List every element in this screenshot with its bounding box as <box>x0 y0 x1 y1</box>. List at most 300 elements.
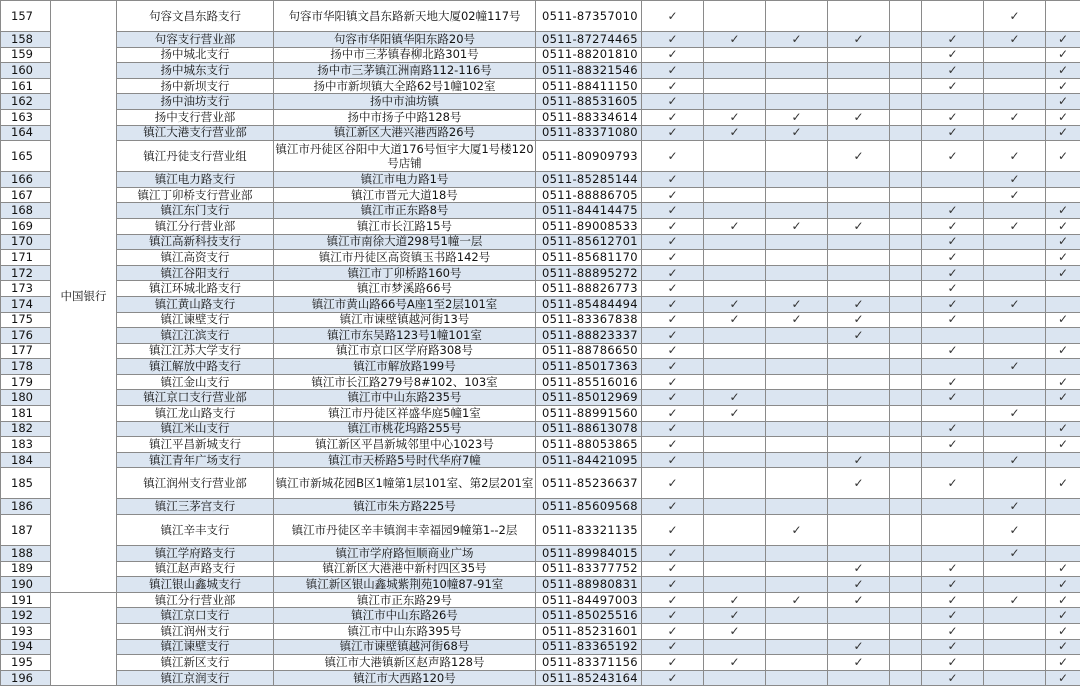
row-number-cell: 189 <box>1 561 51 577</box>
check-mark-icon: ✓ <box>1057 608 1069 623</box>
row-number-cell: 185 <box>1 468 51 499</box>
branch-name-cell: 扬中支行营业部 <box>117 109 274 125</box>
service-check-cell <box>704 421 766 437</box>
service-check-cell <box>766 437 828 453</box>
check-mark-icon: ✓ <box>667 608 678 623</box>
service-check-cell <box>890 406 922 422</box>
check-mark-icon: ✓ <box>947 437 958 452</box>
table-row <box>1 452 1080 468</box>
service-check-cell <box>704 452 766 468</box>
address-cell: 镇江市晋元大道18号 <box>274 187 536 203</box>
check-mark-icon: ✓ <box>1057 421 1069 436</box>
check-mark-icon: ✓ <box>947 592 958 607</box>
service-check-cell <box>766 468 828 499</box>
service-check-cell <box>828 234 890 250</box>
service-check-cell <box>766 592 828 608</box>
check-mark-icon: ✓ <box>853 148 864 163</box>
service-check-cell <box>922 592 984 608</box>
service-check-cell <box>766 639 828 655</box>
service-check-cell <box>642 234 704 250</box>
check-mark-icon: ✓ <box>1057 654 1069 669</box>
check-mark-icon: ✓ <box>729 623 740 638</box>
table-row <box>1 390 1080 406</box>
service-check-cell <box>890 281 922 297</box>
table-body <box>1 1 1080 686</box>
service-check-cell <box>704 670 766 686</box>
check-mark-icon: ✓ <box>1009 187 1020 202</box>
row-number-cell: 162 <box>1 94 51 110</box>
branch-name-cell: 镇江三茅宫支行 <box>117 499 274 515</box>
service-check-cell <box>984 141 1046 172</box>
table-row <box>1 499 1080 515</box>
service-check-cell <box>828 125 890 141</box>
service-check-cell <box>828 546 890 562</box>
service-check-cell <box>1046 561 1080 577</box>
table-row <box>1 203 1080 219</box>
check-mark-icon: ✓ <box>1057 47 1069 62</box>
address-cell: 镇江市东吴路123号1幢101室 <box>274 328 536 344</box>
phone-cell: 0511-88826773 <box>536 281 642 297</box>
service-check-cell <box>1046 312 1080 328</box>
check-mark-icon: ✓ <box>947 561 958 576</box>
branch-name-cell: 镇江大港支行营业部 <box>117 125 274 141</box>
address-cell: 扬中市三茅镇江洲南路112-116号 <box>274 63 536 79</box>
check-mark-icon: ✓ <box>791 296 802 311</box>
service-check-cell <box>766 250 828 266</box>
service-check-cell <box>704 390 766 406</box>
row-number-cell: 165 <box>1 141 51 172</box>
service-check-cell <box>922 421 984 437</box>
row-number-cell: 180 <box>1 390 51 406</box>
service-check-cell <box>642 125 704 141</box>
service-check-cell <box>642 312 704 328</box>
table-row <box>1 624 1080 640</box>
service-check-cell <box>984 265 1046 281</box>
row-number-cell: 187 <box>1 515 51 546</box>
service-check-cell <box>766 670 828 686</box>
service-check-cell <box>1046 47 1080 63</box>
table-row <box>1 1 1080 32</box>
service-check-cell <box>704 515 766 546</box>
branch-name-cell: 镇江高资支行 <box>117 250 274 266</box>
service-check-cell <box>1046 546 1080 562</box>
service-check-cell <box>704 639 766 655</box>
table-row <box>1 561 1080 577</box>
service-check-cell <box>984 592 1046 608</box>
branch-name-cell: 句容文昌东路支行 <box>117 1 274 32</box>
row-number-cell: 171 <box>1 250 51 266</box>
check-mark-icon: ✓ <box>1057 125 1069 140</box>
branch-name-cell: 镇江龙山路支行 <box>117 406 274 422</box>
row-number-cell: 183 <box>1 437 51 453</box>
service-check-cell <box>704 265 766 281</box>
check-mark-icon: ✓ <box>947 639 958 654</box>
service-check-cell <box>984 608 1046 624</box>
service-check-cell <box>984 359 1046 375</box>
branch-name-cell: 镇江平昌新城支行 <box>117 437 274 453</box>
table-row <box>1 234 1080 250</box>
service-check-cell <box>642 32 704 48</box>
table-row <box>1 172 1080 188</box>
check-mark-icon: ✓ <box>667 499 678 514</box>
phone-cell: 0511-83371156 <box>536 655 642 671</box>
phone-cell: 0511-84414475 <box>536 203 642 219</box>
branch-name-cell: 镇江谷阳支行 <box>117 265 274 281</box>
check-mark-icon: ✓ <box>1009 171 1020 186</box>
service-check-cell <box>642 1 704 32</box>
check-mark-icon: ✓ <box>1057 561 1069 576</box>
service-check-cell <box>1046 639 1080 655</box>
check-mark-icon: ✓ <box>667 421 678 436</box>
service-check-cell <box>890 468 922 499</box>
branch-name-cell: 镇江高新科技支行 <box>117 234 274 250</box>
service-check-cell <box>984 296 1046 312</box>
check-mark-icon: ✓ <box>667 390 678 405</box>
service-check-cell <box>1046 577 1080 593</box>
address-cell: 镇江市丹徒区祥盛华庭5幢1室 <box>274 406 536 422</box>
service-check-cell <box>704 63 766 79</box>
service-check-cell <box>890 437 922 453</box>
service-check-cell <box>984 437 1046 453</box>
service-check-cell <box>1046 437 1080 453</box>
phone-cell: 0511-85516016 <box>536 374 642 390</box>
service-check-cell <box>828 296 890 312</box>
service-check-cell <box>642 406 704 422</box>
service-check-cell <box>890 203 922 219</box>
service-check-cell <box>642 343 704 359</box>
check-mark-icon: ✓ <box>1009 405 1020 420</box>
phone-cell: 0511-89008533 <box>536 218 642 234</box>
service-check-cell <box>704 577 766 593</box>
check-mark-icon: ✓ <box>667 359 678 374</box>
check-mark-icon: ✓ <box>667 203 678 218</box>
service-check-cell <box>1046 359 1080 375</box>
row-number-cell: 159 <box>1 47 51 63</box>
phone-cell: 0511-85285144 <box>536 172 642 188</box>
address-cell: 扬中市扬子中路128号 <box>274 109 536 125</box>
service-check-cell <box>704 109 766 125</box>
branch-name-cell: 镇江银山鑫城支行 <box>117 577 274 593</box>
service-check-cell <box>984 172 1046 188</box>
check-mark-icon: ✓ <box>947 654 958 669</box>
service-check-cell <box>828 94 890 110</box>
service-check-cell <box>766 1 828 32</box>
service-check-cell <box>922 281 984 297</box>
row-number-cell: 188 <box>1 546 51 562</box>
branch-name-cell: 镇江青年广场支行 <box>117 452 274 468</box>
address-cell: 镇江市长江路15号 <box>274 218 536 234</box>
service-check-cell <box>984 577 1046 593</box>
check-mark-icon: ✓ <box>853 561 864 576</box>
service-check-cell <box>642 452 704 468</box>
service-check-cell <box>766 546 828 562</box>
table-row <box>1 32 1080 48</box>
service-check-cell <box>828 172 890 188</box>
check-mark-icon: ✓ <box>947 218 958 233</box>
address-cell: 句容市华阳镇文昌东路新天地大厦02幢117号 <box>274 1 536 32</box>
service-check-cell <box>642 421 704 437</box>
service-check-cell <box>642 281 704 297</box>
check-mark-icon: ✓ <box>1057 109 1069 124</box>
check-mark-icon: ✓ <box>667 475 678 490</box>
branch-name-cell: 镇江江滨支行 <box>117 328 274 344</box>
service-check-cell <box>1046 63 1080 79</box>
service-check-cell <box>828 608 890 624</box>
service-check-cell <box>766 63 828 79</box>
service-check-cell <box>890 390 922 406</box>
service-check-cell <box>704 203 766 219</box>
service-check-cell <box>922 468 984 499</box>
service-check-cell <box>642 359 704 375</box>
check-mark-icon: ✓ <box>1057 203 1069 218</box>
table-row <box>1 265 1080 281</box>
check-mark-icon: ✓ <box>667 592 678 607</box>
service-check-cell <box>828 203 890 219</box>
service-check-cell <box>766 499 828 515</box>
service-check-cell <box>1046 218 1080 234</box>
check-mark-icon: ✓ <box>667 249 678 264</box>
check-mark-icon: ✓ <box>1009 499 1020 514</box>
check-mark-icon: ✓ <box>729 218 740 233</box>
branch-name-cell: 镇江分行营业部 <box>117 592 274 608</box>
branch-name-cell: 镇江环城北路支行 <box>117 281 274 297</box>
service-check-cell <box>922 1 984 32</box>
service-check-cell <box>984 390 1046 406</box>
service-check-cell <box>890 670 922 686</box>
check-mark-icon: ✓ <box>1057 148 1069 163</box>
bank-name-cell <box>51 592 117 686</box>
service-check-cell <box>766 421 828 437</box>
check-mark-icon: ✓ <box>667 327 678 342</box>
check-mark-icon: ✓ <box>1057 343 1069 358</box>
service-check-cell <box>828 281 890 297</box>
service-check-cell <box>984 374 1046 390</box>
service-check-cell <box>984 328 1046 344</box>
service-check-cell <box>828 406 890 422</box>
check-mark-icon: ✓ <box>791 31 802 46</box>
service-check-cell <box>642 203 704 219</box>
service-check-cell <box>890 608 922 624</box>
phone-cell: 0511-88991560 <box>536 406 642 422</box>
service-check-cell <box>922 78 984 94</box>
service-check-cell <box>984 94 1046 110</box>
service-check-cell <box>642 468 704 499</box>
check-mark-icon: ✓ <box>947 577 958 592</box>
service-check-cell <box>704 359 766 375</box>
service-check-cell <box>828 515 890 546</box>
check-mark-icon: ✓ <box>1057 31 1069 46</box>
check-mark-icon: ✓ <box>667 577 678 592</box>
service-check-cell <box>922 406 984 422</box>
service-check-cell <box>642 624 704 640</box>
check-mark-icon: ✓ <box>853 639 864 654</box>
check-mark-icon: ✓ <box>667 522 678 537</box>
service-check-cell <box>1046 1 1080 32</box>
branch-name-cell: 扬中油坊支行 <box>117 94 274 110</box>
check-mark-icon: ✓ <box>1057 390 1069 405</box>
check-mark-icon: ✓ <box>791 592 802 607</box>
service-check-cell <box>642 546 704 562</box>
service-check-cell <box>922 437 984 453</box>
table-row <box>1 655 1080 671</box>
service-check-cell <box>922 250 984 266</box>
check-mark-icon: ✓ <box>667 8 678 23</box>
branch-name-cell: 镇江京口支行营业部 <box>117 390 274 406</box>
service-check-cell <box>828 624 890 640</box>
service-check-cell <box>704 78 766 94</box>
service-check-cell <box>766 328 828 344</box>
check-mark-icon: ✓ <box>667 218 678 233</box>
service-check-cell <box>922 312 984 328</box>
service-check-cell <box>922 125 984 141</box>
service-check-cell <box>890 312 922 328</box>
check-mark-icon: ✓ <box>853 312 864 327</box>
row-number-cell: 186 <box>1 499 51 515</box>
check-mark-icon: ✓ <box>1057 670 1069 685</box>
row-number-cell: 176 <box>1 328 51 344</box>
check-mark-icon: ✓ <box>729 109 740 124</box>
service-check-cell <box>984 218 1046 234</box>
branch-name-cell: 镇江京润支行 <box>117 670 274 686</box>
check-mark-icon: ✓ <box>667 109 678 124</box>
service-check-cell <box>642 109 704 125</box>
service-check-cell <box>1046 125 1080 141</box>
phone-cell: 0511-83367838 <box>536 312 642 328</box>
service-check-cell <box>828 312 890 328</box>
phone-cell: 0511-83371080 <box>536 125 642 141</box>
service-check-cell <box>704 608 766 624</box>
check-mark-icon: ✓ <box>947 374 958 389</box>
service-check-cell <box>922 499 984 515</box>
row-number-cell: 161 <box>1 78 51 94</box>
row-number-cell: 184 <box>1 452 51 468</box>
service-check-cell <box>1046 421 1080 437</box>
service-check-cell <box>1046 281 1080 297</box>
service-check-cell <box>704 125 766 141</box>
branch-name-cell: 扬中城北支行 <box>117 47 274 63</box>
service-check-cell <box>766 515 828 546</box>
check-mark-icon: ✓ <box>947 234 958 249</box>
check-mark-icon: ✓ <box>1057 475 1069 490</box>
check-mark-icon: ✓ <box>1057 374 1069 389</box>
phone-cell: 0511-88823337 <box>536 328 642 344</box>
service-check-cell <box>922 234 984 250</box>
service-check-cell <box>642 328 704 344</box>
service-check-cell <box>766 561 828 577</box>
service-check-cell <box>890 655 922 671</box>
service-check-cell <box>704 406 766 422</box>
service-check-cell <box>922 187 984 203</box>
address-cell: 镇江市正东路8号 <box>274 203 536 219</box>
service-check-cell <box>922 390 984 406</box>
phone-cell: 0511-88980831 <box>536 577 642 593</box>
check-mark-icon: ✓ <box>667 94 678 109</box>
check-mark-icon: ✓ <box>1057 78 1069 93</box>
service-check-cell <box>828 592 890 608</box>
check-mark-icon: ✓ <box>947 343 958 358</box>
service-check-cell <box>766 218 828 234</box>
service-check-cell <box>766 141 828 172</box>
check-mark-icon: ✓ <box>947 421 958 436</box>
service-check-cell <box>984 78 1046 94</box>
address-cell: 镇江市电力路1号 <box>274 172 536 188</box>
service-check-cell <box>922 265 984 281</box>
service-check-cell <box>890 47 922 63</box>
row-number-cell: 160 <box>1 63 51 79</box>
service-check-cell <box>890 343 922 359</box>
service-check-cell <box>1046 109 1080 125</box>
service-check-cell <box>642 515 704 546</box>
service-check-cell <box>984 406 1046 422</box>
check-mark-icon: ✓ <box>667 62 678 77</box>
address-cell: 镇江市长江路279号8#102、103室 <box>274 374 536 390</box>
service-check-cell <box>922 172 984 188</box>
service-check-cell <box>984 125 1046 141</box>
service-check-cell <box>828 452 890 468</box>
phone-cell: 0511-84497003 <box>536 592 642 608</box>
service-check-cell <box>828 374 890 390</box>
branch-name-cell: 句容支行营业部 <box>117 32 274 48</box>
check-mark-icon: ✓ <box>667 31 678 46</box>
check-mark-icon: ✓ <box>1009 8 1020 23</box>
service-check-cell <box>1046 515 1080 546</box>
service-check-cell <box>828 250 890 266</box>
address-cell: 镇江市梦溪路66号 <box>274 281 536 297</box>
service-check-cell <box>890 1 922 32</box>
address-cell: 镇江新区平昌新城邻里中心1023号 <box>274 437 536 453</box>
service-check-cell <box>642 390 704 406</box>
service-check-cell <box>1046 390 1080 406</box>
check-mark-icon: ✓ <box>729 31 740 46</box>
service-check-cell <box>984 250 1046 266</box>
address-cell: 镇江新区银山鑫城紫荆苑10幢87-91室 <box>274 577 536 593</box>
service-check-cell <box>642 670 704 686</box>
address-cell: 镇江市中山东路235号 <box>274 390 536 406</box>
service-check-cell <box>890 78 922 94</box>
check-mark-icon: ✓ <box>853 592 864 607</box>
check-mark-icon: ✓ <box>853 31 864 46</box>
service-check-cell <box>984 47 1046 63</box>
check-mark-icon: ✓ <box>667 296 678 311</box>
check-mark-icon: ✓ <box>791 125 802 140</box>
check-mark-icon: ✓ <box>667 545 678 560</box>
service-check-cell <box>1046 374 1080 390</box>
branch-name-cell: 镇江江苏大学支行 <box>117 343 274 359</box>
branch-name-cell: 镇江分行营业部 <box>117 218 274 234</box>
branch-name-cell: 镇江丹徒支行营业组 <box>117 141 274 172</box>
service-check-cell <box>828 343 890 359</box>
service-check-cell <box>704 343 766 359</box>
check-mark-icon: ✓ <box>1009 592 1020 607</box>
service-check-cell <box>828 468 890 499</box>
service-check-cell <box>1046 187 1080 203</box>
service-check-cell <box>766 47 828 63</box>
service-check-cell <box>642 250 704 266</box>
service-check-cell <box>642 608 704 624</box>
service-check-cell <box>984 109 1046 125</box>
check-mark-icon: ✓ <box>1009 545 1020 560</box>
check-mark-icon: ✓ <box>947 608 958 623</box>
service-check-cell <box>1046 608 1080 624</box>
service-check-cell <box>642 374 704 390</box>
service-check-cell <box>704 468 766 499</box>
service-check-cell <box>828 1 890 32</box>
service-check-cell <box>766 655 828 671</box>
check-mark-icon: ✓ <box>947 670 958 685</box>
table-row <box>1 670 1080 686</box>
check-mark-icon: ✓ <box>1057 249 1069 264</box>
check-mark-icon: ✓ <box>667 78 678 93</box>
